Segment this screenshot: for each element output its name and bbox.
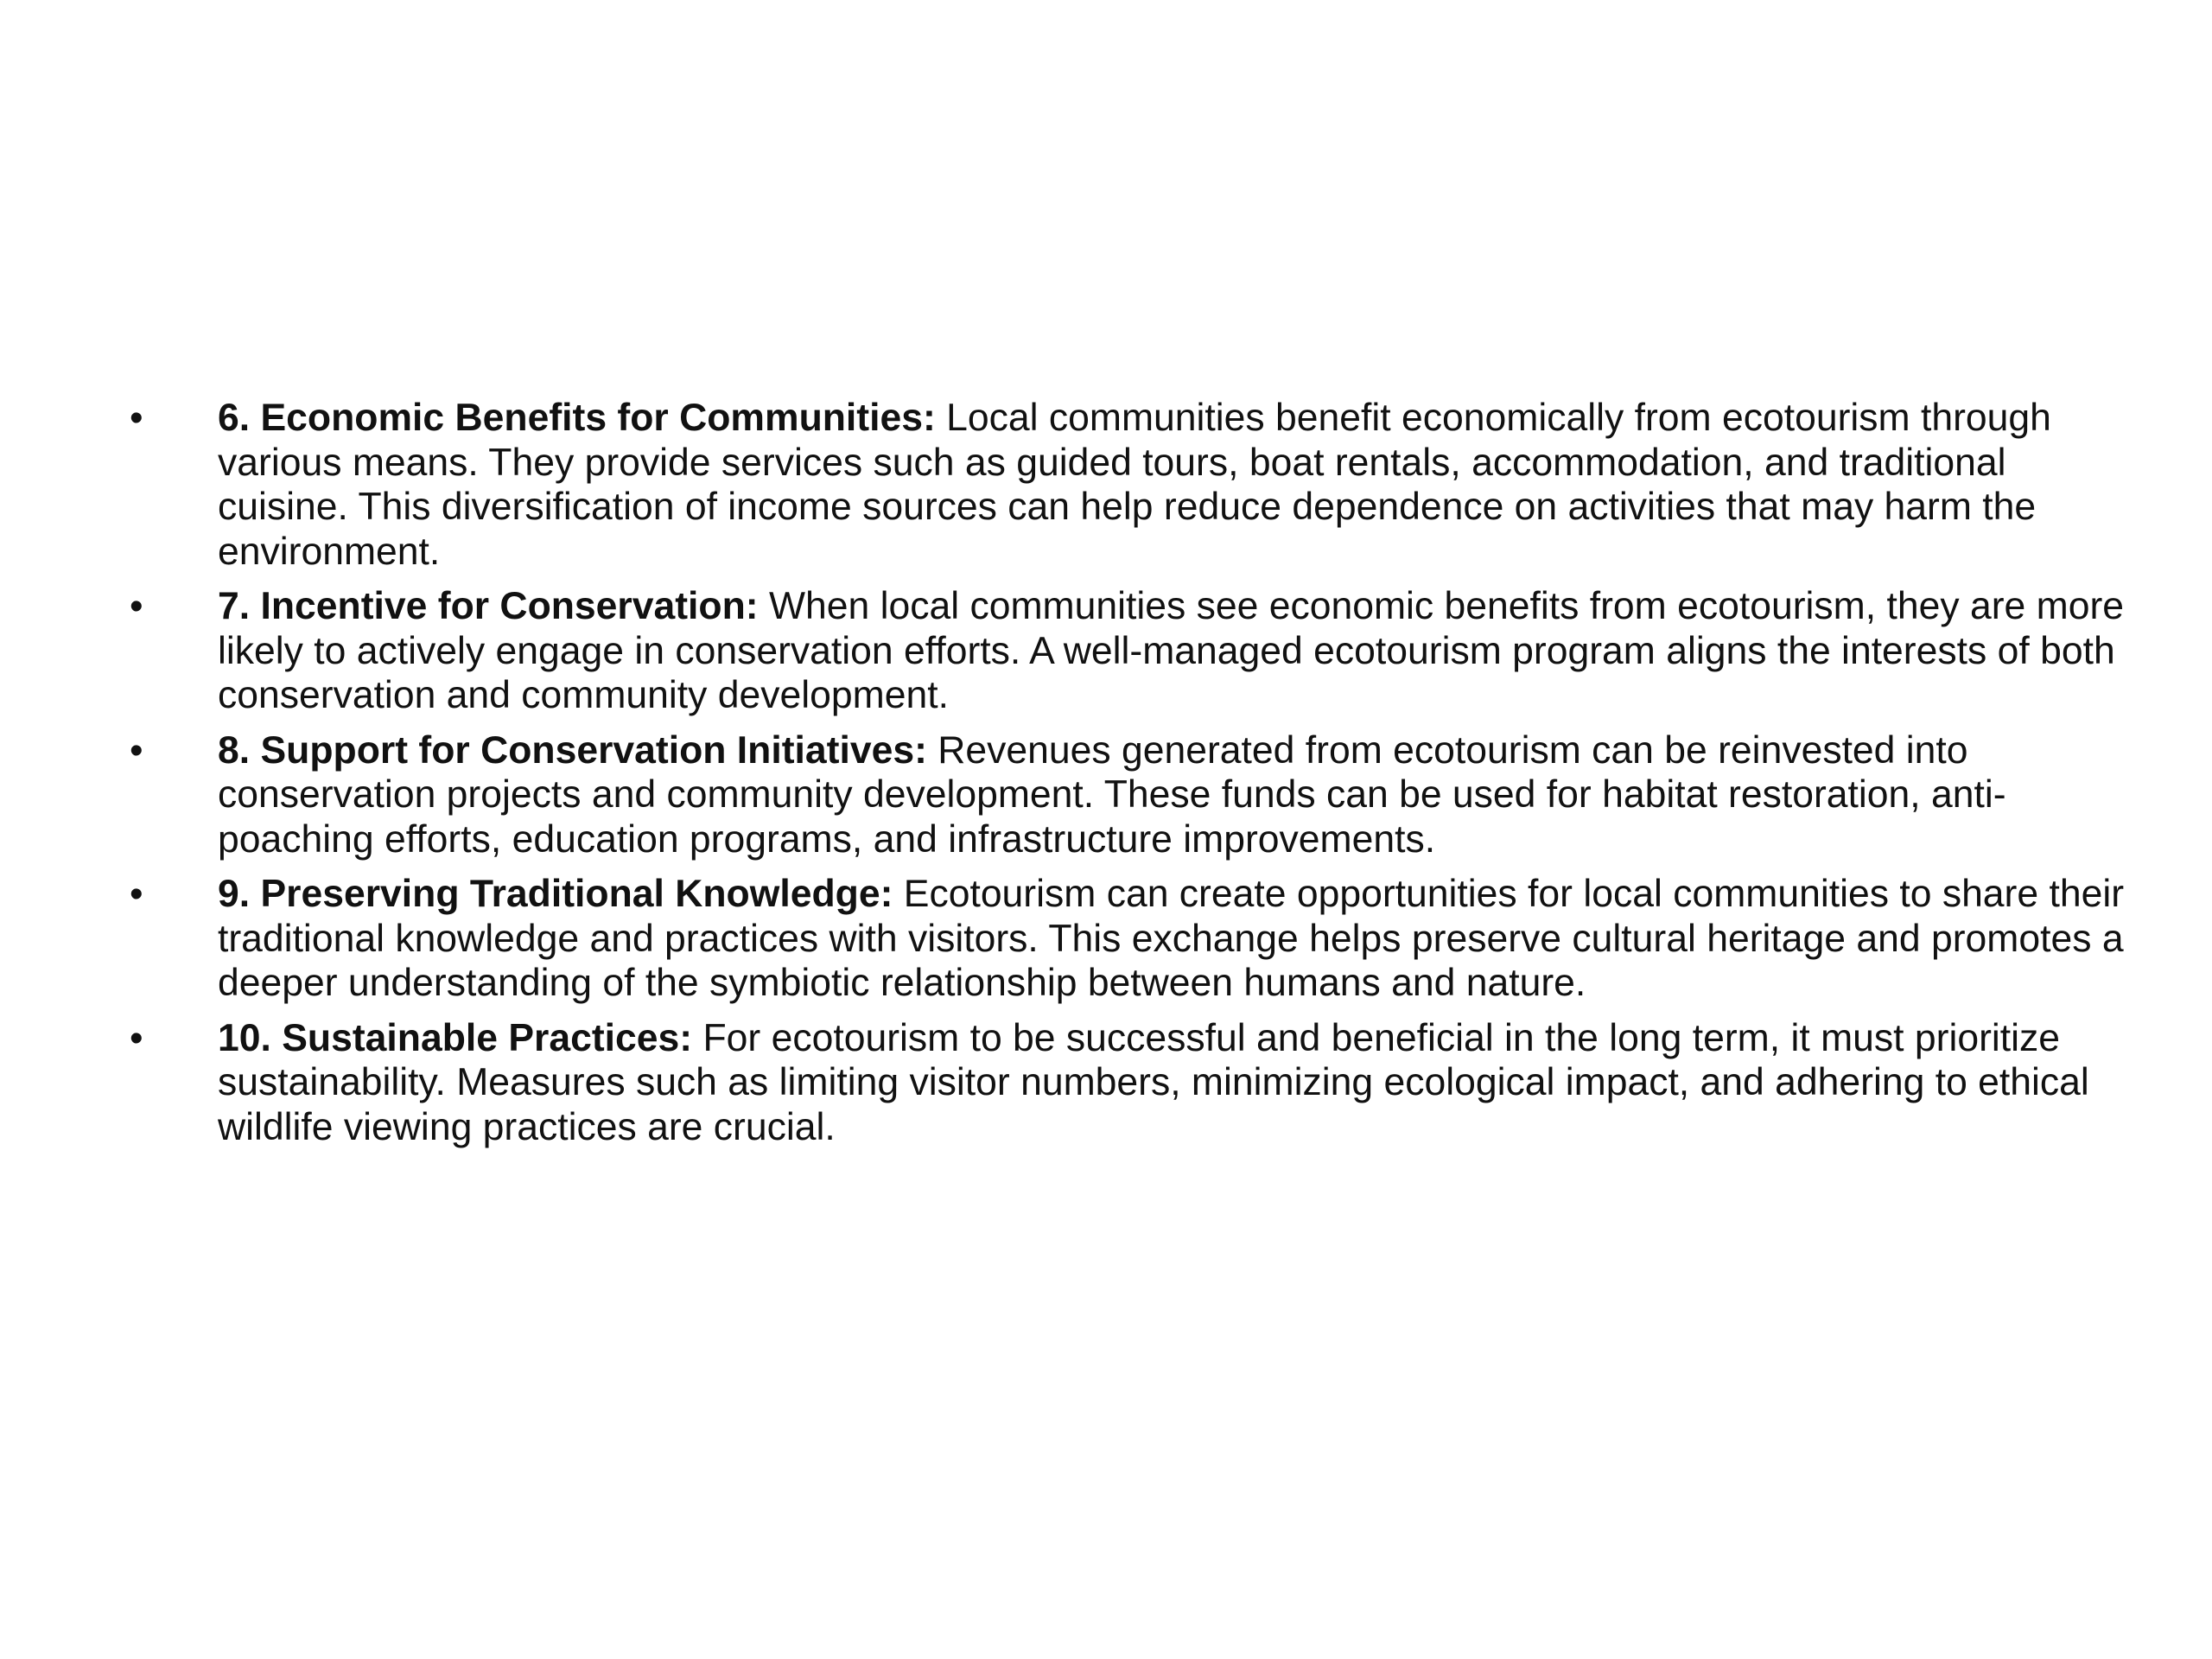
bullet-icon: • (130, 1016, 143, 1059)
bullet-text: When local communities see economic benefits from ecotourism, they are more likely to actively engage in conservation efforts. A well-managed ecotourism program aligns the interests of both conservation and community development. (218, 585, 2125, 716)
bullet-list (130, 396, 2126, 1160)
bullet-item-sustainable-practices (130, 1016, 2126, 1150)
bullet-icon: • (130, 873, 143, 915)
bullet-item-support-conservation (130, 728, 2126, 862)
bullet-title: 7. Incentive for Conservation: (218, 585, 759, 627)
bullet-item-incentive-conservation (130, 584, 2126, 718)
bullet-icon: • (130, 585, 143, 627)
bullet-item-traditional-knowledge (130, 872, 2126, 1006)
bullet-icon: • (130, 397, 143, 439)
bullet-title: 8. Support for Conservation Initiatives: (218, 728, 927, 772)
bullet-title: 10. Sustainable Practices: (218, 1016, 693, 1059)
bullet-title: 9. Preserving Traditional Knowledge: (218, 873, 893, 915)
bullet-text: Revenues generated from ecotourism can be reinvested into conservation projects and community development. These funds can be used for habitat restoration, anti-poaching efforts, education programs, and infrastructure improvements. (218, 728, 2006, 861)
bullet-item-economic-benefits (130, 396, 2126, 574)
bullet-icon: • (130, 728, 143, 772)
bullet-text: For ecotourism to be successful and beneficial in the long term, it must prioritize sustainability. Measures such as limiting visitor numbers, minimizing ecological impact, and adhering to ethical wildlife viewing practices are crucial. (218, 1016, 2089, 1148)
bullet-text: Ecotourism can create opportunities for local communities to share their traditional knowledge and practices with visitors. This exchange helps preserve cultural heritage and promotes a deeper understanding of the symbiotic relationship between humans and nature. (218, 873, 2125, 1004)
bullet-text: Local communities benefit economically from ecotourism through various means. They provide services such as guided tours, boat rentals, accommodation, and traditional cuisine. This diversification of income sources can help reduce dependence on activities that may harm the environment. (218, 397, 2051, 573)
bullet-title: 6. Economic Benefits for Communities: (218, 397, 936, 439)
